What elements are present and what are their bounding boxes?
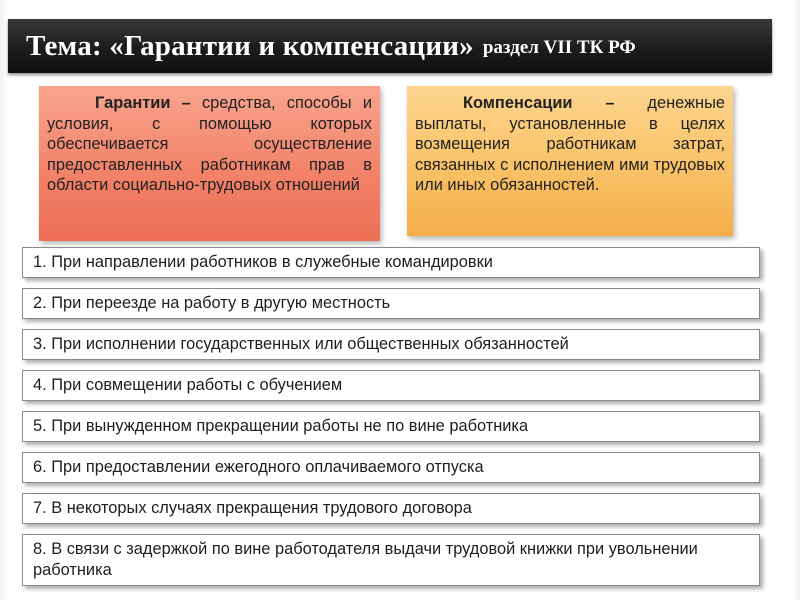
- slide-title: Тема: «Гарантии и компенсации»: [26, 29, 474, 62]
- slide-subtitle: раздел VII ТК РФ: [482, 37, 636, 58]
- list-item-text: 7. В некоторых случаях прекращения трудового договора: [33, 499, 472, 517]
- list-item-text: 2. При переезде на работу в другую местность: [33, 294, 391, 312]
- list-item: [22, 247, 760, 278]
- slide-frame-right: [792, 0, 800, 600]
- title-bar: [8, 19, 772, 73]
- compensations-text: денежные выплаты, установленные в целях возмещения работникам затрат, связанных с исполнением ими трудовых или иных обязанностей.: [415, 94, 725, 195]
- list-item: [22, 411, 760, 442]
- list-item: [22, 370, 760, 401]
- list-item: [22, 288, 760, 319]
- compensation-cases-list: [22, 247, 760, 596]
- compensations-term: Компенсации –: [463, 94, 615, 112]
- list-item: [22, 493, 760, 524]
- guarantees-text: средства, способы и условия, с помощью которых обеспечивается осуществление предоставленных работникам прав в области социально-трудовых отношений: [47, 94, 372, 195]
- compensations-definition-box: [407, 86, 733, 236]
- list-item-text: 4. При совмещении работы с обучением: [33, 376, 343, 394]
- guarantees-definition-box: [39, 86, 380, 241]
- list-item-text: 5. При вынужденном прекращении работы не по вине работника: [33, 417, 529, 435]
- list-item: [22, 329, 760, 360]
- slide-frame-left: [0, 0, 8, 600]
- list-item: [22, 534, 760, 586]
- list-item: [22, 452, 760, 483]
- guarantees-term: Гарантии –: [95, 94, 191, 112]
- list-item-text: 8. В связи с задержкой по вине работодателя выдачи трудовой книжки при увольнении работника: [33, 540, 698, 579]
- list-item-text: 1. При направлении работников в служебные командировки: [33, 253, 493, 271]
- list-item-text: 6. При предоставлении ежегодного оплачиваемого отпуска: [33, 458, 484, 476]
- list-item-text: 3. При исполнении государственных или общественных обязанностей: [33, 335, 569, 353]
